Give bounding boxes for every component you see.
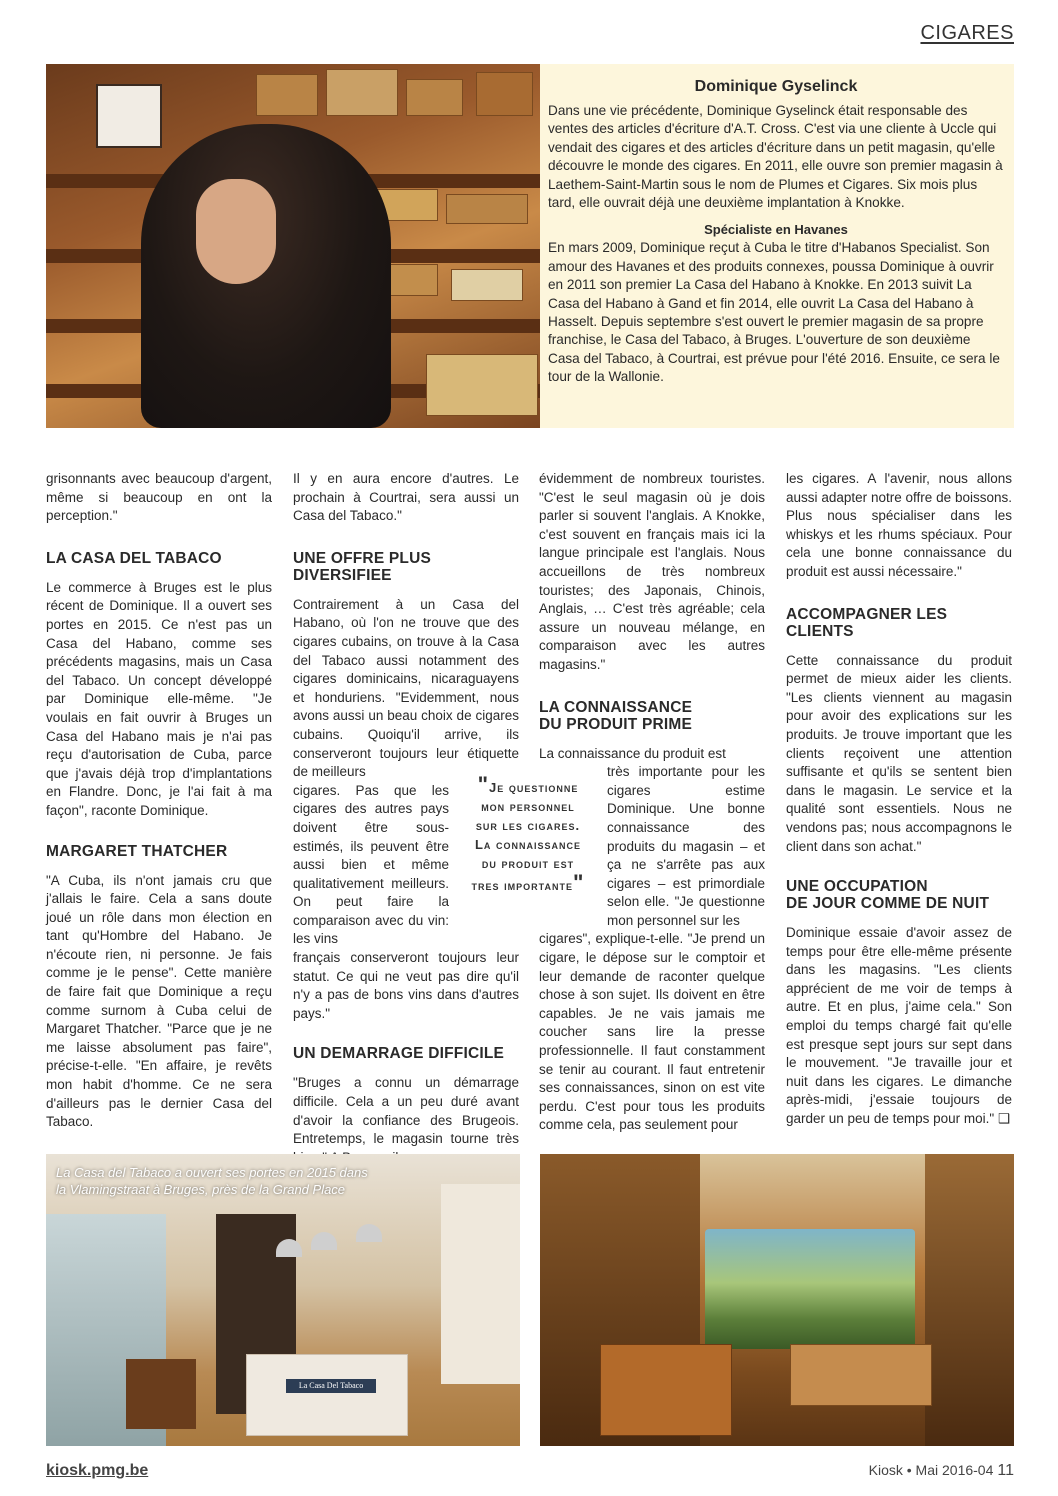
bio-sidebar [540,64,1014,428]
page-number: 11 [997,1462,1014,1479]
pull-quote-open-mark: " [477,772,490,797]
bio-name: Dominique Gyselinck [694,78,858,95]
col3-intro: évidemment de nombreux touristes. "C'est le seul magasin où je dois parler si souvent l'anglais. A Knokke, c'est souvent en français mais ici la langue principale est l'anglais. Nous accueillons de très nombreux touristes; des Japonais, Chinois, Anglais, … C'est très agréable; cela assure un nouveau mélange, en comparaison avec les autres magasins." [539,471,765,672]
framed-portrait [96,84,162,148]
heading-occupation [786,878,1012,912]
heading-accompagner-clients: ACCOMPAGNER LES CLIENTS [786,605,948,640]
pull-quote-line-3: sur les cigares. [475,818,581,833]
photo-humidor-interior [540,1154,1014,1446]
heading-connaissance-line-2: DU PRODUIT PRIME [539,715,693,733]
col2-paragraph-2: "Bruges a connu un démarrage difficile. Cela a un peu duré avant d'avoir la confiance des Brugeois. Entretemps, le magasin tourne très [293,1075,519,1147]
col2-paragraph-1c: français conserveront toujours leur statut. Ce qui ne veut pas dire qu'il n'y a pas de bons vins dans d'autres pays." [293,950,519,1021]
column-1 [46,470,272,1132]
dominique-figure [141,124,391,428]
col2-intro: Il y en aura encore d'autres. Le prochain à Courtrai, sera aussi un Casa del Tabaco." [293,471,519,524]
pull-quote-line-2: mon personnel [481,799,575,814]
col4-paragraph-1: Cette connaissance du produit permet de mieux aider les clients. "Les clients viennent au magasin pour avoir des explications sur les produits. Je trouve important que les clients reçoivent une attention suffisante et qu'ils se sentent bien dans le magasin. Le service et la qualité sont essentiels. Nous ne vendons pas; nous accompagnons le client dans son achat." [786,652,1012,854]
col3-paragraph-1b: très importante pour les cigares estime Dominique. Une bonne connaissance des produits du magasin – et ça ne s'arrête pas aux cigares – est primordiale selon elle. "Je questionne mon personnel sur les [607,764,765,928]
end-mark-icon: ❑ [997,1111,1011,1127]
photo-caption-line-2: la Vlamingstraat à Bruges, près de la Grand Place [56,1182,346,1197]
footer-issue [869,1462,1014,1480]
heading-demarrage-difficile: UN DEMARRAGE DIFFICILE [293,1045,505,1063]
store-sign: La Casa Del Tabaco [286,1379,376,1393]
col4-paragraph-2-text: Dominique essaie d'avoir assez de temps pour être elle-même présente dans les magasins. "Les clients apprécient de me voir de temps à autre. Et en plus, j'aime cela." Son emploi du temps chargé fait qu'elle est presque sept jours sur sept dans le mouvement. "Je travaille jour et nuit dans les cigares. Le dimanche après-midi, j'essaie toujours de garder un peu de temps pour moi." [786,925,1012,1127]
photo-casa-del-tabaco-bruges [46,1154,520,1446]
photo-caption-line-1: La Casa del Tabaco a ouvert ses portes en 2015 dans [56,1165,368,1180]
col2-paragraph-1b: cigares. Pas que les cigares des autres pays doivent être sous-estimés, ils peuvent être aussi bien et même qualitativement meilleurs. On peut faire la comparaison avec du vin: les vins [293,782,449,947]
col2-paragraph-1a: Contrairement à un Casa del Habano, où l'on ne trouve que des cigares cubains, on trouve à la Casa del Tabaco aussi notamment des cigares dominicains, nicaraguayens et honduriens. "Evidemment, nous avons aussi un beau choix de cigares cubains. Quoiqu'il arrive, ils conserveront toujours leur étiquette de meilleurs [293,596,519,780]
footer-issue-label: Kiosk • Mai 2016-04 [868,1462,994,1478]
bio-paragraph-1: Dans une vie précédente, Dominique Gyselinck était responsable des ventes des articles d'écriture d'A.T. Cross. C'est via une cliente à Uccle qui vendait des cigares et des articles d'écriture dans un petit magasin, qu'elle découvre le monde des cigares. En 2011, elle ouvre son premier magasin à Laethem-Saint-Martin sous le nom de Plumes et Cigares. Six mois plus tard, elle ouvrait déjà une deuxième implantation à Knokke. [548,103,1003,211]
pull-quote-close-mark: " [573,870,585,895]
heading-connaissance-line-1: LA CONNAISSANCE [539,698,693,716]
column-3 [539,470,765,1135]
col1-intro: grisonnants avec beaucoup d'argent, même si beaucoup en ont la perception." [46,471,272,524]
col1-paragraph-1: Le commerce à Bruges est le plus récent de Dominique. Il a ouvert ses portes en 2015. Ce n'est pas un Casa del Habano, comme ses précédents magasins, mais un Casa del Tabaco. Un concept développé par Dominique elle-même. "Je voulais en fait ouvrir à Bruges un Casa del Habano mais je n'ai pas reçu d'autorisation de Cuba, parce que j'avais déjà trop d'implantations en Flandre. Donc, je l'ai fait à ma façon", raconte Dominique. [46,579,272,818]
col1-paragraph-2: "A Cuba, ils n'ont jamais cru que j'allais le faire. Cela a sans doute joué un rôle dans mon élection en tant qu'Hombre del Habano. Je n'écoute rien, ni personne. Je fais comme je le pense". Cette manière de faire fait que Dominique a reçu comme surnom à Cuba celui de Margaret Thatcher. "Parce que je ne me laisse absolument pas faire", précise-t-elle. "En affaire, je revêts mon habit d'homme. Ce ne sera d'ailleurs pas le dernier Casa del Tabaco. [46,872,272,1130]
pull-quote-line-1: Je questionne [489,780,579,795]
bio-subheading: Spécialiste en Havanes [704,222,848,238]
footer-site-link[interactable]: kiosk.pmg.be [46,1462,149,1479]
section-tag: CIGARES [920,22,1014,44]
col4-paragraph-2 [786,924,1012,1129]
col4-intro: les cigares. A l'avenir, nous allons aussi adapter notre offre de boissons. Plus nous spécialiser dans les whiskys et les rhums spéciaux. Pour cela une bonne connaissance du produit est aussi nécessaire." [786,471,1012,579]
heading-connaissance-produit [539,699,765,733]
pull-quote-line-5: du produit est [481,856,575,871]
cuba-mural [705,1229,915,1349]
heading-occupation-line-1: UNE OCCUPATION [786,878,928,896]
heading-casa-del-tabaco: LA CASA DEL TABACO [46,549,222,567]
photo-caption [56,1164,368,1198]
column-4 [786,470,1012,1129]
pull-quote-line-6: tres importante [471,878,573,893]
bio-paragraph-2: En mars 2009, Dominique reçut à Cuba le titre d'Habanos Specialist. Son amour des Havanes et des produits connexes, poussa Dominique à ouvrir en 2011 son premier La Casa del Habano à Knokke. En 2013 suivit La Casa del Habano à Gand et fin 2014, elle ouvrit La Casa del Habano à Hasselt. Depuis septembre s'est ouvert le premier magasin de sa propre franchise, le Casa del Tabaco, à Bruges. L'ouverture de son deuxième Casa del Tabaco, à Courtrai, est prévue pour l'été 2016. Ensuite, ce sera le tour de la Wallonie. [548,240,1000,385]
photo-dominique-in-shop [46,64,540,428]
pull-quote-line-4: La connaissance [474,837,582,852]
col3-paragraph-1c: cigares", explique-t-elle. "Je prend un cigare, le dépose sur le comptoir et leur demande de raconter quelque chose à son sujet. Ils doivent en être capables. Je ne vais jamais me coucher sans lire la presse professionnelle. Il faut constamment se tenir au courant. Il faut entretenir ses connaissances, sinon on est vite perdu. C'est pour tous les produits comme cela, pas seulement pour [539,931,765,1133]
heading-occupation-line-2: DE JOUR COMME DE NUIT [786,895,990,913]
col3-paragraph-1a: La connaissance du produit est [539,745,726,761]
heading-margaret-thatcher: MARGARET THATCHER [46,842,228,860]
heading-offre-diversifiee: UNE OFFRE PLUS DIVERSIFIEE [293,549,432,584]
